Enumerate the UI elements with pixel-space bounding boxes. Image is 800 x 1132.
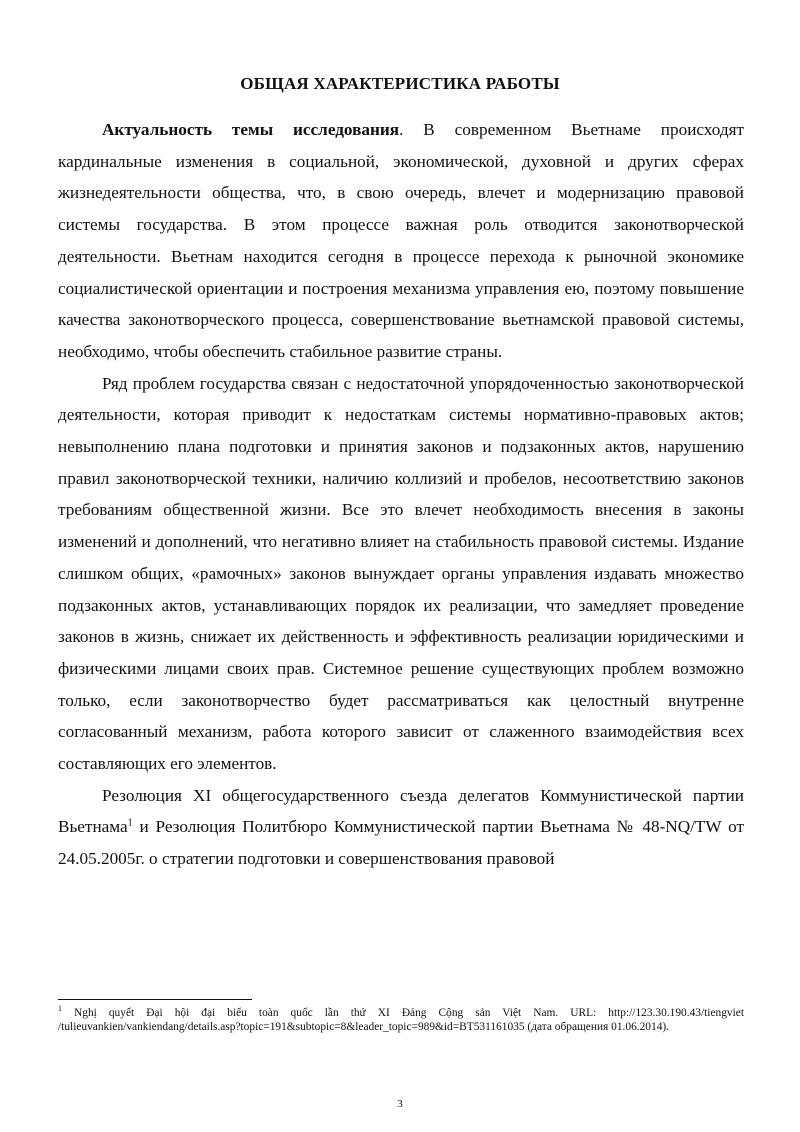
footnote-mark: 1 xyxy=(58,1004,62,1014)
section-heading: ОБЩАЯ ХАРАКТЕРИСТИКА РАБОТЫ xyxy=(240,74,560,93)
paragraph-text: . В современном Вьетнаме происходят кардинальные изменения в социальной, экономической, духовной и других сферах жизнедеятельности общества, что, в свою очередь, влечет и модернизацию правовой системы государства. В этом процессе важная роль отводится законотворческой деятельности. Вьетнам находится сегодня в процессе перехода к рыночной экономике социалистической ориентации и построения механизма управления ею, поэтому повышение качества законотворческого процесса, совершенствование вьетнамской правовой системы, необходимо, чтобы обеспечить стабильное развитие страны. xyxy=(58,120,744,361)
paragraph-resolution xyxy=(58,780,744,875)
paragraph-text: Резолюция XI общегосударственного съезда делегатов Коммунистической партии Вьетнама xyxy=(58,785,744,837)
footnote-divider xyxy=(58,999,252,1000)
footnote-text: Nghị quyết Đại hội đại biểu toàn quốc lần thứ XI Đảng Cộng sản Việt Nam. URL: http://123.30.190.43/tiengviet /tulieuvankien/vankiendang/details.asp?topic=191&subtopic=8&leader_topic=989&id=BT531161035 (дата обращения 01.06.2014). xyxy=(58,1007,744,1034)
paragraph-relevance xyxy=(58,114,744,368)
body-text xyxy=(58,114,744,875)
paragraph-lead: Актуальность темы исследования xyxy=(102,120,400,139)
page-number: 3 xyxy=(397,1098,403,1110)
paragraph-text-continued: и Резолюция Политбюро Коммунистической партии Вьетнама № 48-NQ/TW от 24.05.2005г. о стратегии подготовки и совершенствования правовой xyxy=(58,817,744,869)
paragraph-problems xyxy=(58,368,744,780)
footnote xyxy=(58,1006,744,1034)
footnote-reference: 1 xyxy=(127,817,133,829)
paragraph-text: Ряд проблем государства связан с недостаточной упорядоченностью законотворческой деятельности, которая приводит к недостаткам системы нормативно-правовых актов; невыполнению плана подготовки и принятия законов и подзаконных актов, нарушению правил законотворческой техники, наличию коллизий и пробелов, несоответствию законов требованиям общественной жизни. Все это влечет необходимость внесения в законы изменений и дополнений, что негативно влияет на стабильность правовой системы. Издание слишком общих, «рамочных» законов вынуждает органы управления издавать множество подзаконных актов, устанавливающих порядок их реализации, что замедляет проведение законов в жизнь, снижает их действенность и эффективность реализации юридическими и физическими лицами своих прав. Системное решение существующих проблем возможно только, если законотворчество будет рассматриваться как целостный внутренне согласованный механизм, работа которого зависит от слаженного взаимодействия всех составляющих его элементов. xyxy=(58,373,744,774)
